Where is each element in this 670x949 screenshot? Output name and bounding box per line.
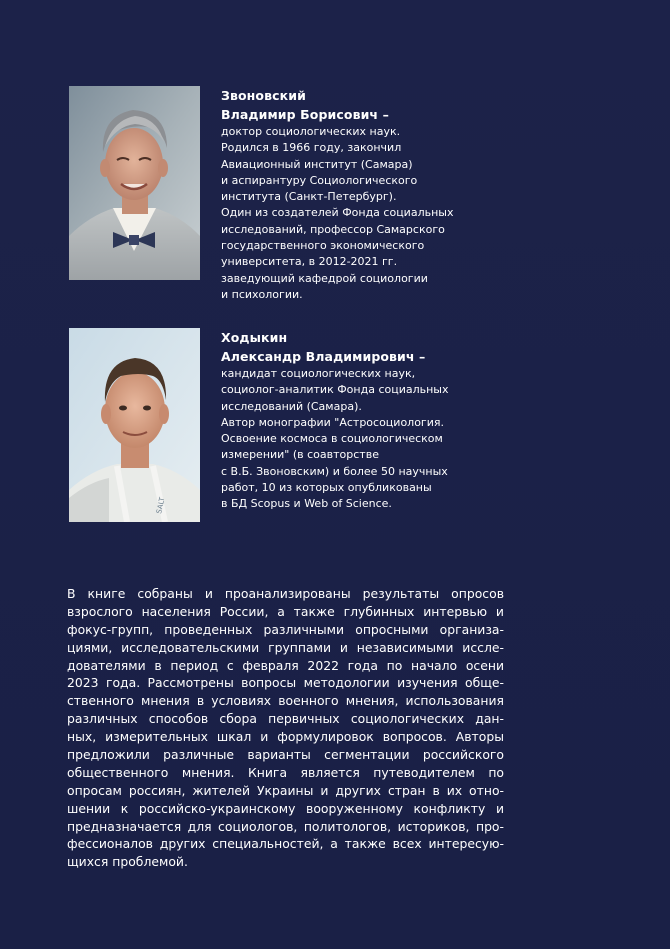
- bio-line: исследований, профессор Самарского: [221, 222, 445, 236]
- abstract-line: шении к российско-украинскому вооруженному конфликту и: [67, 800, 504, 816]
- abstract-line: общественного мнения. Книга является путеводителем по: [67, 764, 504, 780]
- bio-line: университета, в 2012-2021 гг.: [221, 255, 398, 269]
- author-bio-zvonovsky: [221, 86, 521, 303]
- bio-line: в БД Scopus и Web of Science.: [221, 497, 392, 511]
- abstract-line: фессионалов других специальностей, а также всех интересую-: [67, 836, 504, 852]
- bio-line: института (Санкт-Петербург).: [221, 190, 397, 204]
- abstract-line: предложили различные варианты сегментации российского: [67, 747, 504, 763]
- abstract-line: дователями в период с февраля 2022 года по начало осени: [67, 657, 504, 673]
- bio-line: Один из создателей Фонда социальных: [221, 206, 454, 220]
- author-full-name: Владимир Борисович –: [221, 107, 389, 122]
- bio-line: с В.Б. Звоновским) и более 50 научных: [221, 464, 448, 478]
- bio-line: Родился в 1966 году, закончил: [221, 141, 402, 155]
- abstract-line: взрослого населения России, а также глубинных интервью и: [67, 603, 504, 619]
- bio-line: заведующий кафедрой социологии: [221, 271, 428, 285]
- author-bio-khodykin: [221, 328, 521, 513]
- bio-line: и психологии.: [221, 287, 303, 301]
- abstract-line: ных, измерительных шкал и формулировок вопросов. Авторы: [67, 729, 504, 745]
- abstract-line: ственного мнения в условиях военного мнения, использования: [67, 693, 504, 709]
- author-photo-khodykin: [69, 328, 200, 522]
- abstract-line: циями, исследовательскими группами и независимыми иссле-: [67, 639, 504, 655]
- book-abstract: [67, 585, 504, 871]
- abstract-line: 2023 года. Рассмотрены вопросы методологии изучения обще-: [67, 675, 504, 691]
- author-surname: Ходыкин: [221, 330, 288, 345]
- bio-line: государственного экономического: [221, 239, 425, 253]
- bio-line: и аспирантуру Социологического: [221, 173, 418, 187]
- lanyard-text: SALT: [155, 496, 167, 515]
- author-photo-zvonovsky: [69, 86, 200, 280]
- abstract-line: различных способов сбора первичных социологических дан-: [67, 711, 504, 727]
- bio-line: социолог-аналитик Фонда социальных: [221, 383, 449, 397]
- abstract-line: предназначается для социологов, политологов, историков, про-: [67, 818, 504, 834]
- bio-line: Автор монографии "Астросоциология.: [221, 415, 444, 429]
- bio-line: исследований (Самара).: [221, 399, 362, 413]
- abstract-line: фокус-групп, проведенных различными опросными организа-: [67, 621, 504, 637]
- author-full-name: Александр Владимирович –: [221, 349, 426, 364]
- bio-line: Освоение космоса в социологическом: [221, 432, 443, 446]
- abstract-line: опросам россиян, жителей Украины и других стран в их отно-: [67, 782, 504, 798]
- bio-line: измерении" (в соавторстве: [221, 448, 379, 462]
- author-surname: Звоновский: [221, 88, 306, 103]
- bio-line: доктор социологических наук.: [221, 125, 401, 138]
- bio-line: Авиационный институт (Самара): [221, 157, 413, 171]
- abstract-line: щихся проблемой.: [67, 854, 188, 870]
- abstract-line: В книге собраны и проанализированы результаты опросов: [67, 586, 504, 601]
- bio-line: кандидат социологических наук,: [221, 367, 416, 380]
- bio-line: работ, 10 из которых опубликованы: [221, 481, 432, 495]
